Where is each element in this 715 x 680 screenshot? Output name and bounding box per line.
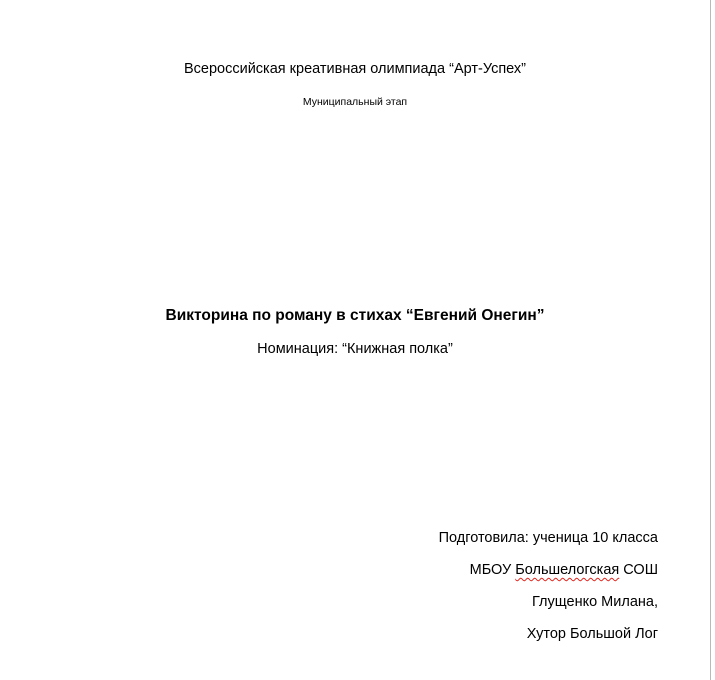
prepared-by-line: Подготовила: ученица 10 класса bbox=[438, 530, 658, 546]
school-prefix: МБОУ bbox=[469, 562, 516, 578]
nomination-line: Номинация: “Книжная полка” bbox=[257, 341, 453, 357]
school-name-misspelled[interactable]: Большелогская bbox=[515, 562, 620, 578]
school-suffix: СОШ bbox=[619, 562, 658, 578]
stage-subheading: Муниципальный этап bbox=[302, 96, 408, 108]
document-title: Викторина по роману в стихах “Евгений Онегин” bbox=[165, 307, 545, 324]
school-line bbox=[439, 561, 658, 593]
place-line: Хутор Большой Лог bbox=[526, 626, 658, 642]
author-info-block bbox=[439, 529, 658, 657]
author-name-line: Глущенко Милана, bbox=[532, 594, 658, 610]
olympiad-heading: Всероссийская креативная олимпиада “Арт-Успех” bbox=[183, 61, 526, 77]
